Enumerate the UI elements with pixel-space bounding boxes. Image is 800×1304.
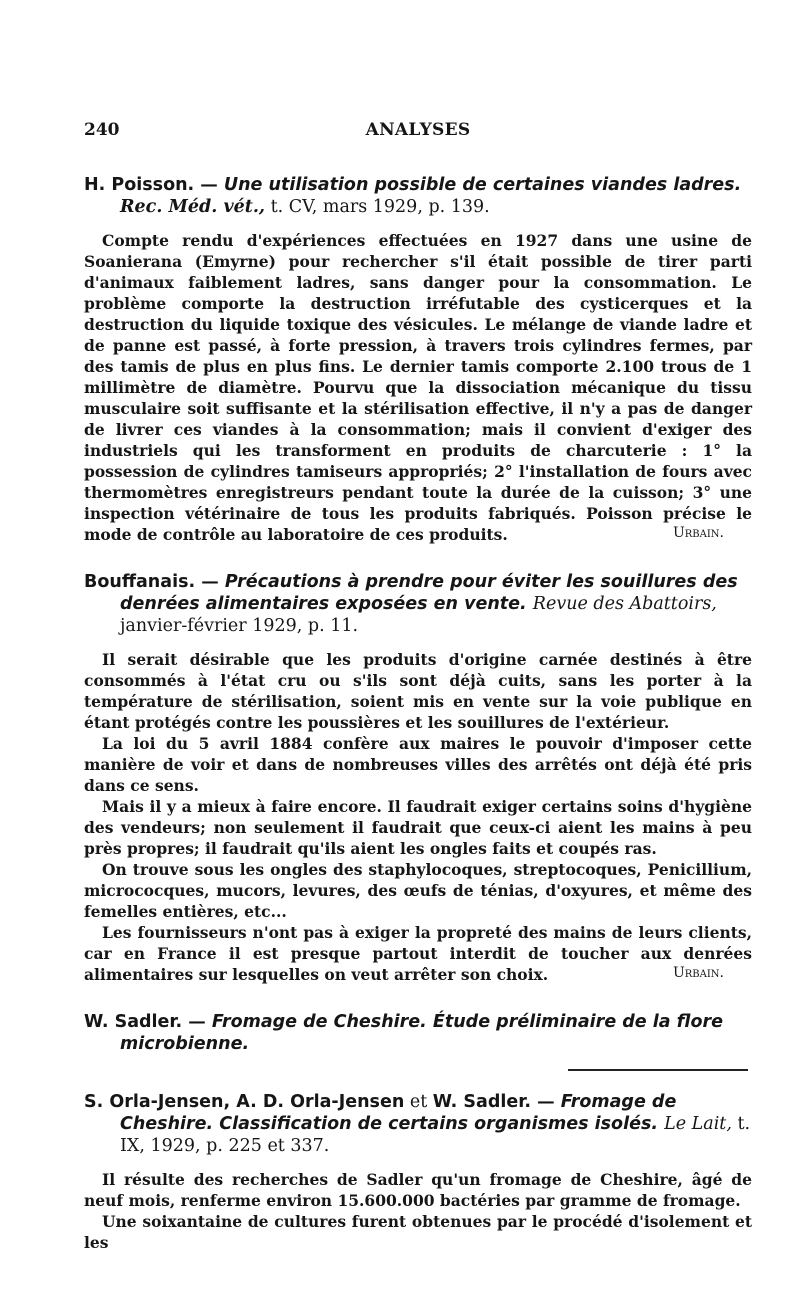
entry-title: Fromage de Cheshire. Étude préliminaire de la flore microbienne. <box>120 1012 723 1054</box>
entry-source-detail: t. IX, 1929, p. 225 et 337. <box>120 1114 751 1156</box>
running-title: ANALYSES <box>365 120 471 140</box>
paragraph: La loi du 5 avril 1884 confère aux maires le pouvoir d'imposer cette manière de voir et dans de nombreuses villes des arrêtés ont déjà été pris dans ce sens. <box>84 734 752 795</box>
entry-orla-jensen <box>84 1091 752 1253</box>
entry-author: H. Poisson. <box>84 175 195 195</box>
entry-body <box>84 230 752 545</box>
entry-source-detail: janvier-février 1929, p. 11. <box>120 616 359 636</box>
paragraph: Il résulte des recherches de Sadler qu'un fromage de Cheshire, âgé de neuf mois, renferme environ 15.600.000 bactéries par gramme de fromage. <box>84 1170 752 1210</box>
dash: — <box>194 175 224 195</box>
signature: Urbain. <box>672 525 724 541</box>
paragraph: Il serait désirable que les produits d'origine carnée destinés à être consommés à l'état cru ou s'ils sont déjà cuits, sans les porter à la température de stérilisation, soient mis en vente sur la voie publique en étant protégés contre les poussières et les souillures de l'extérieur. <box>84 650 752 732</box>
page-number: 240 <box>84 120 120 140</box>
entry-author: Bouffanais. <box>84 572 196 592</box>
entry-sadler <box>84 1011 752 1055</box>
dash: — <box>195 572 225 592</box>
paragraph: Mais il y a mieux à faire encore. Il faudrait exiger certains soins d'hygiène des vendeurs; non seulement il faudrait que ceux-ci aient les mains à peu près propres; il faudrait qu'ils aient les ongles faits et coupés ras. <box>84 797 752 858</box>
entry-author: W. Sadler. <box>84 1012 183 1032</box>
entry-heading <box>84 1011 752 1055</box>
dash: — <box>182 1012 212 1032</box>
journal-page <box>84 120 752 1253</box>
paragraph: Les fournisseurs n'ont pas à exiger la propreté des mains de leurs clients, car en France il est presque partout interdit de toucher aux denrées alimentaires sur lesquelles on veut arrêter son choix. <box>84 923 752 984</box>
page-header <box>84 120 752 144</box>
entry-body <box>84 649 752 985</box>
entry-bouffanais <box>84 571 752 984</box>
paragraph: Une soixantaine de cultures furent obtenues par le procédé d'isolement et les <box>84 1212 752 1252</box>
signature: Urbain. <box>672 965 724 981</box>
entry-title: Une utilisation possible de certaines viandes ladres. <box>223 175 742 195</box>
entry-title: Fromage de Cheshire. Classification de certains organismes isolés. <box>120 1092 677 1134</box>
entry-title: Précautions à prendre pour éviter les souillures des denrées alimentaires exposées en vente. <box>120 572 738 614</box>
entry-journal: Revue des Abattoirs, <box>532 594 717 614</box>
entry-source-detail: t. CV, mars 1929, p. 139. <box>265 197 490 217</box>
entry-author: S. Orla-Jensen, A. D. Orla-Jensen <box>84 1092 405 1112</box>
paragraph: On trouve sous les ongles des staphylocoques, streptocoques, Penicillium, micrococques, mucors, levures, des œufs de ténias, d'oxyures, et même des femelles entières, etc... <box>84 860 752 921</box>
entry-journal: Rec. Méd. vét., <box>120 197 266 217</box>
entry-journal: Le Lait, <box>664 1114 732 1134</box>
entry-poisson <box>84 174 752 544</box>
paragraph: Compte rendu d'expériences effectuées en 1927 dans une usine de Soanierana (Emyrne) pour rechercher s'il était possible de tirer parti d'animaux faiblement ladres, sans danger pour la consommation. Le problème comporte la destruction irréfutable des cysticerques et la destruction du liquide toxique des vésicules. Le mélange de viande ladre et de panne est passé, à forte pression, à travers trois cylindres fermes, par des tamis de plus en plus fins. Le dernier tamis comporte 2.100 trous de 1 millimètre de diamètre. Pourvu que la dissociation mécanique du tissu musculaire soit suffisante et la stérilisation effective, il n'y a pas de danger de livrer ces viandes à la consommation; mais il convient d'exiger des industriels qui les transforment en produits de charcuterie : 1° la possession de cylindres tamiseurs appropriés; 2° l'installation de fours avec thermomètres enregistreurs pendant toute la durée de la cuisson; 3° une inspection vétérinaire de tous les produits fabriqués. Poisson précise le mode de contrôle au laboratoire de ces produits. <box>84 231 752 544</box>
dash: — <box>531 1092 561 1112</box>
entry-heading <box>84 174 752 218</box>
entry-author-2: W. Sadler. <box>432 1092 532 1112</box>
entry-heading <box>84 571 752 637</box>
conjunction: et <box>404 1092 433 1112</box>
entry-body <box>84 1169 752 1253</box>
entry-heading <box>84 1091 752 1157</box>
